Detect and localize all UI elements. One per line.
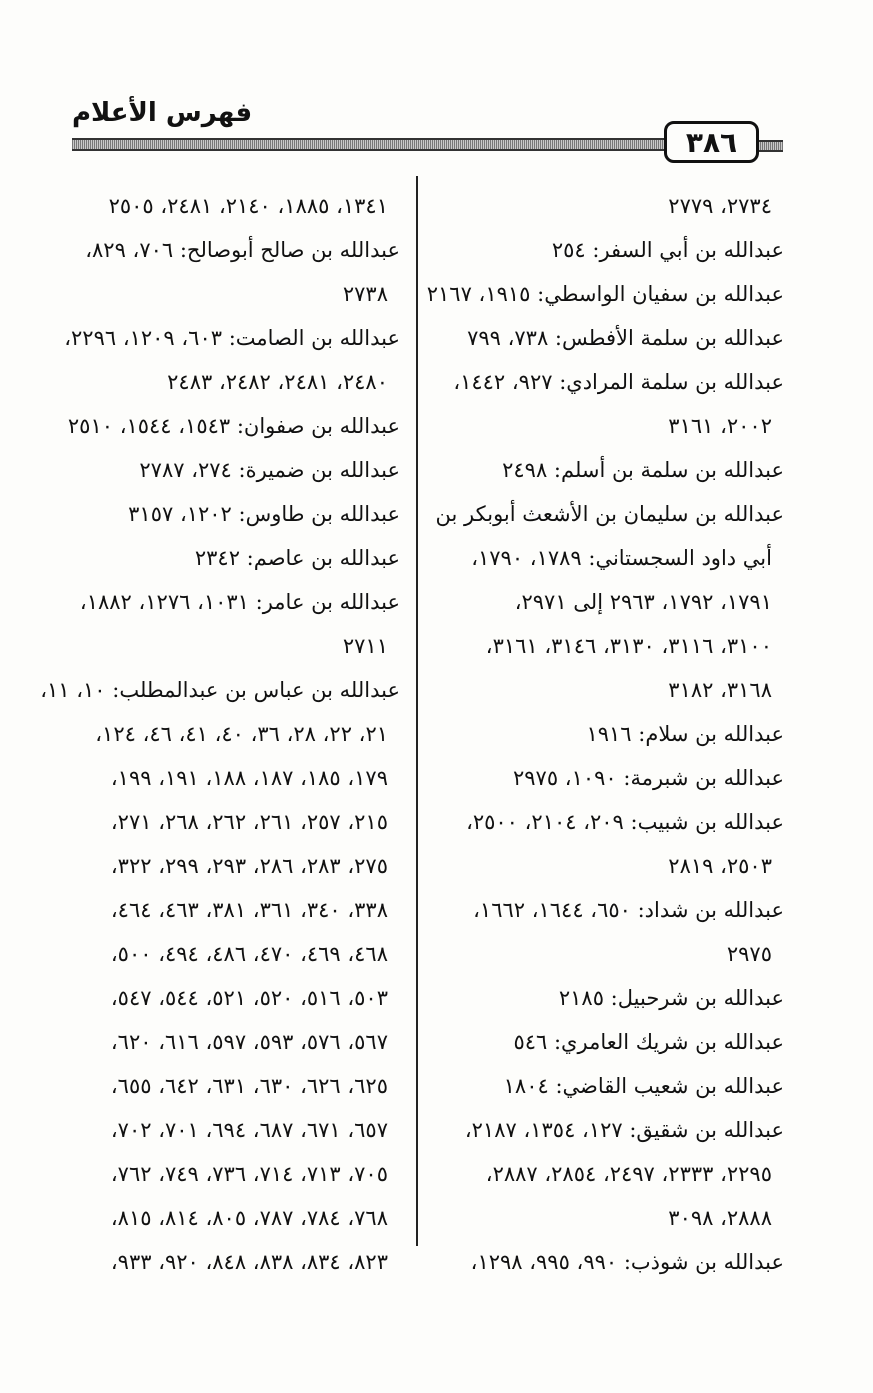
header-rule-end: [758, 140, 783, 152]
index-entry: عبدالله بن سلام: ١٩١٦: [586, 722, 784, 746]
index-entry: عبدالله بن شريك العامري: ٥٤٦: [513, 1030, 784, 1054]
index-entry: عبدالله بن شبرمة: ١٠٩٠، ٢٩٧٥: [513, 766, 784, 790]
index-entry: عبدالله بن شقيق: ١٢٧، ١٣٥٤، ٢١٨٧،: [464, 1118, 784, 1142]
index-entry-continuation: ٢٧٣٨: [342, 282, 388, 306]
index-entry: عبدالله بن شرحبيل: ٢١٨٥: [558, 986, 784, 1010]
index-entry: عبدالله بن صفوان: ١٥٤٣، ١٥٤٤، ٢٥١٠: [67, 414, 400, 438]
index-entry: عبدالله بن شوذب: ٩٩٠، ٩٩٥، ١٢٩٨،: [470, 1250, 784, 1274]
index-entry-continuation: ٧٠٥، ٧١٣، ٧١٤، ٧٣٦، ٧٤٩، ٧٦٢،: [110, 1162, 388, 1186]
index-entry: عبدالله بن أبي السفر: ٢٥٤: [551, 238, 784, 262]
index-entry-continuation: ٢٧٣٤، ٢٧٧٩: [668, 194, 772, 218]
index-entry: عبدالله بن شعيب القاضي: ١٨٠٤: [503, 1074, 784, 1098]
index-entry-continuation: ٢٧٥، ٢٨٣، ٢٨٦، ٢٩٣، ٢٩٩، ٣٢٢،: [110, 854, 388, 878]
index-entry: عبدالله بن ضميرة: ٢٧٤، ٢٧٨٧: [139, 458, 400, 482]
index-entry-continuation: ٢٠٠٢، ٣١٦١: [668, 414, 772, 438]
index-entry: عبدالله بن الصامت: ٦٠٣، ١٢٠٩، ٢٢٩٦،: [64, 326, 400, 350]
index-entry: عبدالله بن سلمة بن أسلم: ٢٤٩٨: [502, 458, 784, 482]
index-entry: عبدالله بن شداد: ٦٥٠، ١٦٤٤، ١٦٦٢،: [473, 898, 784, 922]
index-entry-continuation: ٢١٥، ٢٥٧، ٢٦١، ٢٦٢، ٢٦٨، ٢٧١،: [110, 810, 388, 834]
header-rule: [72, 138, 670, 151]
index-column-right: [426, 184, 784, 1284]
index-entry: عبدالله بن عباس بن عبدالمطلب: ١٠، ١١،: [40, 678, 400, 702]
index-entry: عبدالله بن شبيب: ٢٠٩، ٢١٠٤، ٢٥٠٠،: [466, 810, 784, 834]
index-entry-continuation: ٧٦٨، ٧٨٤، ٧٨٧، ٨٠٥، ٨١٤، ٨١٥،: [110, 1206, 388, 1230]
index-entry-continuation: ٦٥٧، ٦٧١، ٦٨٧، ٦٩٤، ٧٠١، ٧٠٢،: [110, 1118, 388, 1142]
index-entry-continuation: ٢٩٧٥: [726, 942, 772, 966]
running-title: فهرس الأعلام: [72, 98, 253, 128]
index-entry-continuation: أبي داود السجستاني: ١٧٨٩، ١٧٩٠،: [471, 546, 772, 570]
index-entry-continuation: ٢٥٠٣، ٢٨١٩: [668, 854, 772, 878]
index-entry-continuation: ٦٢٥، ٦٢٦، ٦٣٠، ٦٣١، ٦٤٢، ٦٥٥،: [110, 1074, 388, 1098]
page-number: ٣٨٦: [664, 121, 759, 163]
index-entry-continuation: ٢٤٨٠، ٢٤٨١، ٢٤٨٢، ٢٤٨٣: [167, 370, 388, 394]
index-entry: عبدالله بن سفيان الواسطي: ١٩١٥، ٢١٦٧: [426, 282, 784, 306]
index-entry: عبدالله بن سلمة المرادي: ٩٢٧، ١٤٤٢،: [453, 370, 784, 394]
index-entry-continuation: ٤٦٨، ٤٦٩، ٤٧٠، ٤٨٦، ٤٩٤، ٥٠٠،: [110, 942, 388, 966]
index-entry: عبدالله بن عاصم: ٢٣٤٢: [194, 546, 400, 570]
index-entry: عبدالله بن طاوس: ١٢٠٢، ٣١٥٧: [128, 502, 400, 526]
index-entry-continuation: ٢٧١١: [342, 634, 388, 658]
index-column-left: [40, 184, 400, 1284]
index-entry-continuation: ٣١٠٠، ٣١١٦، ٣١٣٠، ٣١٤٦، ٣١٦١،: [485, 634, 772, 658]
index-entry: عبدالله بن صالح أبوصالح: ٧٠٦، ٨٢٩،: [85, 238, 400, 262]
index-entry-continuation: ١٧٩١، ١٧٩٢، ٢٩٦٣ إلى ٢٩٧١،: [514, 590, 772, 614]
column-divider: [416, 176, 418, 1246]
index-entry-continuation: ٣٣٨، ٣٤٠، ٣٦١، ٣٨١، ٤٦٣، ٤٦٤،: [110, 898, 388, 922]
index-entry: عبدالله بن عامر: ١٠٣١، ١٢٧٦، ١٨٨٢،: [79, 590, 400, 614]
index-entry: عبدالله بن سلمة الأفطس: ٧٣٨، ٧٩٩: [467, 326, 784, 350]
index-entry-continuation: ٢٨٨٨، ٣٠٩٨: [668, 1206, 772, 1230]
index-entry-continuation: ٢١، ٢٢، ٢٨، ٣٦، ٤٠، ٤١، ٤٦، ١٢٤،: [95, 722, 388, 746]
index-entry-continuation: ١٧٩، ١٨٥، ١٨٧، ١٨٨، ١٩١، ١٩٩،: [110, 766, 388, 790]
index-entry-continuation: ٥٦٧، ٥٧٦، ٥٩٣، ٥٩٧، ٦١٦، ٦٢٠،: [110, 1030, 388, 1054]
page-header: [0, 0, 873, 170]
index-entry-continuation: ٣١٦٨، ٣١٨٢: [668, 678, 772, 702]
index-entry-continuation: ٢٢٩٥، ٢٣٣٣، ٢٤٩٧، ٢٨٥٤، ٢٨٨٧،: [485, 1162, 772, 1186]
index-entry: عبدالله بن سليمان بن الأشعث أبوبكر بن: [435, 502, 784, 526]
index-entry-continuation: ١٣٤١، ١٨٨٥، ٢١٤٠، ٢٤٨١، ٢٥٠٥: [108, 194, 388, 218]
index-entry-continuation: ٨٢٣، ٨٣٤، ٨٣٨، ٨٤٨، ٩٢٠، ٩٣٣،: [110, 1250, 388, 1274]
index-entry-continuation: ٥٠٣، ٥١٦، ٥٢٠، ٥٢١، ٥٤٤، ٥٤٧،: [110, 986, 388, 1010]
